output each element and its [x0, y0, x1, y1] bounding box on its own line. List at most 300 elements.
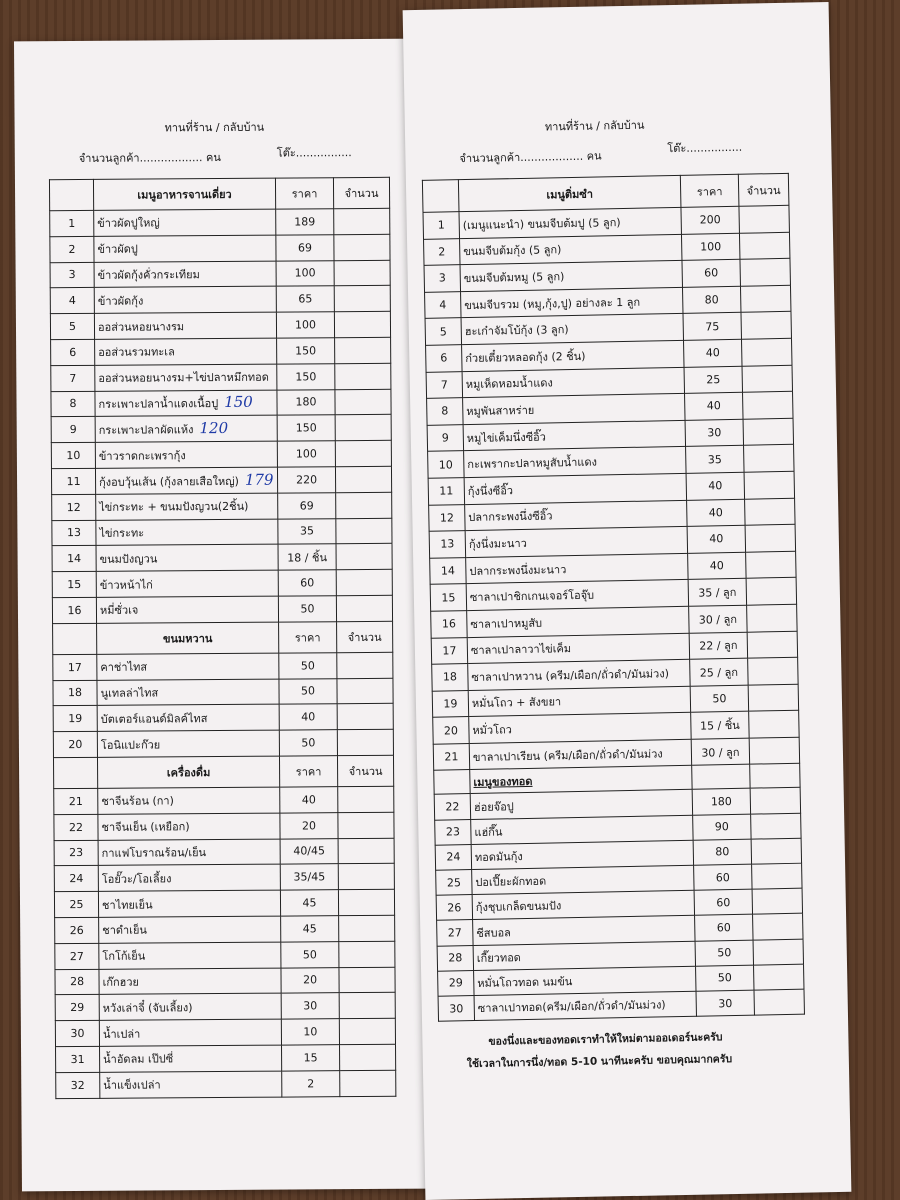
item-number: 1 [50, 210, 94, 236]
menu-item-row [54, 864, 394, 892]
quantity-cell [746, 578, 797, 606]
item-name-text: ขนมจีบต้มกุ้ง (5 ลูก) [463, 243, 562, 259]
item-price: 60 [694, 889, 752, 915]
item-number: 1 [423, 212, 460, 239]
item-number: 11 [428, 478, 465, 505]
item-price: 100 [276, 260, 334, 286]
item-number: 27 [437, 920, 473, 946]
item-name-text: (เมนูแนะนำ) ขนมจีบต้มปู (5 ลูก) [462, 215, 621, 232]
item-name-text: ก๋วยเตี๋ยวหลอดกุ้ง (2 ชิ้น) [465, 349, 586, 365]
item-price: 45 [281, 916, 339, 942]
item-name [465, 500, 687, 531]
item-number: 30 [55, 1020, 99, 1046]
item-number: 5 [425, 318, 462, 345]
quantity-cell [739, 205, 790, 233]
item-name [94, 261, 276, 288]
section-header-row [53, 755, 393, 788]
item-name-text: เก๊กฮวย [102, 975, 140, 989]
quantity-cell [748, 684, 799, 712]
item-number: 20 [53, 732, 97, 758]
item-number: 28 [437, 945, 473, 971]
quantity-cell [745, 498, 796, 526]
quantity-cell [742, 365, 793, 393]
item-number: 23 [435, 819, 471, 845]
item-price: 100 [276, 312, 334, 338]
item-number: 7 [426, 371, 463, 398]
item-price: 189 [276, 209, 334, 235]
item-name [98, 813, 280, 840]
item-name-text: น้ำเปล่า [102, 1027, 141, 1041]
item-price: 40 [684, 339, 742, 367]
item-name-text: กาแฟโบราณร้อน/เย็น [101, 846, 207, 860]
item-price: 60 [682, 259, 740, 287]
item-name [466, 580, 688, 611]
menu-item-row [52, 569, 392, 597]
item-name [95, 364, 277, 391]
item-name [96, 493, 278, 520]
item-name-text: หมี่ซั่วเจ [99, 603, 139, 618]
item-name-text: น้ำแข็งเปล่า [103, 1078, 161, 1092]
handwritten-price-note: 120 [199, 419, 229, 438]
item-name-text: กะเพรากะปลาหมูสับน้ำแดง [467, 455, 598, 472]
item-price: 40 [687, 525, 745, 553]
item-price: 20 [281, 967, 339, 993]
item-number: 8 [51, 391, 95, 417]
item-name-text: หมูเห็ดหอมน้ำแดง [465, 376, 554, 392]
quantity-cell [750, 788, 800, 814]
quantity-header: จำนวน [333, 177, 389, 208]
item-price: 40/45 [280, 838, 338, 864]
item-price: 60 [278, 570, 336, 596]
item-number: 4 [425, 291, 462, 318]
quantity-cell [752, 888, 802, 914]
item-name-text: โกโก้เย็น [102, 949, 146, 963]
quantity-cell [338, 786, 394, 812]
item-name [463, 420, 685, 451]
item-name-text: ซาลาเปาลาวาไข่เค็ม [470, 642, 572, 658]
item-number: 24 [435, 844, 471, 870]
quantity-cell [744, 445, 795, 473]
quantity-cell [740, 258, 791, 286]
item-price: 15 / ชิ้น [691, 711, 749, 739]
item-number: 6 [51, 339, 95, 365]
menu-item-row [53, 729, 393, 757]
item-name-text: ซาลาเปาหวาน (ครีม/เผือก/ถั่วดำ/มันม่วง) [471, 667, 670, 684]
fried-section-title: เมนูของทอด [470, 766, 692, 794]
menu-item-row [52, 595, 392, 623]
item-price: 18 / ชิ้น [278, 544, 336, 570]
menu-item-row [50, 286, 390, 314]
price-header: ราคา [275, 178, 333, 209]
quantity-cell [743, 391, 794, 419]
item-price: 40 [686, 472, 744, 500]
item-name [99, 916, 281, 943]
item-name [98, 864, 280, 891]
item-price: 60 [695, 915, 753, 941]
quantity-cell [743, 418, 794, 446]
item-name-text: กุ้งนึ่งซีอิ๊ว [467, 483, 514, 498]
quantity-cell [335, 389, 391, 415]
item-number: 7 [51, 365, 95, 391]
item-number: 29 [438, 970, 474, 996]
item-price: 30 / ลูก [691, 738, 749, 766]
quantity-cell [336, 518, 392, 544]
item-price: 45 [280, 890, 338, 916]
item-price: 80 [693, 839, 751, 865]
quantity-cell [340, 1070, 396, 1096]
item-name [95, 441, 277, 468]
item-number: 19 [53, 706, 97, 732]
quantity-cell [337, 729, 393, 755]
item-price: 30 [281, 993, 339, 1019]
item-number: 25 [54, 891, 98, 917]
quantity-cell [746, 551, 797, 579]
item-name-text: ทอดมันกุ้ง [474, 849, 523, 864]
item-price: 40 [688, 552, 746, 580]
quantity-cell [739, 232, 790, 260]
item-name-text: ขนมจีบต้มหมู (5 ลูก) [463, 270, 565, 286]
item-number: 26 [436, 895, 472, 921]
quantity-cell [337, 704, 393, 730]
order-type-label: ทานที่ร้าน / กลับบ้าน [544, 118, 645, 134]
customer-count-label: จำนวนลูกค้า.................. คน [459, 149, 602, 166]
quantity-cell [338, 889, 394, 915]
item-name-text: ชาดำเย็น [102, 923, 147, 938]
quantity-cell [339, 967, 395, 993]
item-name-text: ฮ่อยจ๊อปู [473, 799, 514, 814]
section-header-row [49, 177, 389, 210]
menu-item-row [50, 208, 390, 236]
item-name-text: โอนิแปะก๊วย [100, 737, 161, 752]
item-price: 35/45 [280, 864, 338, 890]
item-number: 24 [54, 866, 98, 892]
quantity-cell [741, 312, 792, 340]
item-price: 35 [686, 446, 744, 474]
item-price: 150 [277, 415, 335, 441]
item-name [99, 968, 281, 995]
item-name [95, 390, 277, 417]
item-price: 10 [281, 1019, 339, 1045]
menu-item-row [51, 389, 391, 417]
item-name-text: ซาลาเปาชิกเกนเจอร์โอจุ๊บ [469, 588, 595, 605]
item-price: 50 [281, 941, 339, 967]
quantity-cell [334, 234, 390, 260]
item-name-text: ชาไทยเย็น [101, 898, 153, 912]
item-number: 15 [430, 584, 467, 611]
quantity-cell [750, 764, 800, 789]
item-number: 3 [424, 265, 461, 292]
item-name [94, 312, 276, 339]
quantity-cell [752, 863, 802, 889]
item-number: 18 [432, 664, 469, 691]
item-number: 26 [55, 917, 99, 943]
item-number: 2 [424, 238, 461, 265]
menu-item-row [50, 234, 390, 262]
quantity-cell [334, 286, 390, 312]
item-number: 25 [436, 870, 472, 896]
quantity-cell [740, 285, 791, 313]
item-name-text: ซาลาเปาหมูสับ [470, 616, 543, 631]
footer-note-2: ใช้เวลาในการนึ่ง/ทอด 5-10 นาทีนะครับ ขอบคุณมากครับ [466, 1053, 733, 1071]
menu-item-row [53, 678, 393, 706]
item-price: 180 [692, 789, 750, 815]
menu-item-row [55, 967, 395, 995]
item-number: 16 [52, 597, 96, 623]
item-name [97, 704, 279, 731]
item-name-text: ชาจีนร้อน (กา) [101, 794, 174, 809]
quantity-cell [335, 440, 391, 466]
item-name-text: กุ้งนึ่งมะนาว [468, 536, 527, 551]
menu-item-row [52, 544, 392, 572]
item-number: 12 [429, 504, 466, 531]
item-name-text: ออส่วนรวมทะเล [98, 345, 175, 360]
item-price: 50 [279, 678, 337, 704]
item-name-text: ปอเปี๊ยะผักทอด [475, 874, 547, 890]
item-number: 2 [50, 236, 94, 262]
item-number: 9 [427, 424, 464, 451]
quantity-cell [747, 631, 798, 659]
price-cell [692, 765, 750, 790]
section-title: เมนูติ่มซำ [458, 175, 681, 211]
item-price: 40 [280, 787, 338, 813]
item-price: 69 [278, 492, 336, 518]
item-name-text: กระเพาะปลาน้ำแดงเนื้อปู [98, 397, 219, 412]
item-name-text: ข้าวหน้าไก่ [99, 578, 153, 592]
item-name-text: น้ำอัดลม เป๊ปซี่ [103, 1052, 174, 1067]
item-name-text: ชีสบอล [476, 925, 511, 940]
item-name-text: ข้าวราดกะเพรากุ้ง [98, 448, 186, 463]
quantity-cell [335, 363, 391, 389]
item-price: 40 [279, 704, 337, 730]
menu-item-row [50, 311, 390, 339]
item-number: 4 [50, 288, 94, 314]
item-name-text: หมั่วโถว [472, 723, 513, 738]
quantity-cell [337, 652, 393, 678]
left-menu-table [49, 177, 396, 1099]
menu-item-row [53, 704, 393, 732]
order-type-label: ทานที่ร้าน / กลับบ้าน [164, 120, 265, 135]
item-name-text: ออส่วนหอยนางรม [97, 319, 185, 334]
menu-item-row [54, 786, 394, 814]
section-header-row [53, 621, 393, 654]
item-name-text: หวังเล่าจี๋ (จับเลี้ยง) [102, 1000, 193, 1015]
item-number: 8 [427, 398, 464, 425]
item-price: 80 [682, 286, 740, 314]
item-name [474, 991, 696, 1020]
quantity-cell [336, 492, 392, 518]
item-price: 50 [695, 940, 753, 966]
quantity-cell [745, 524, 796, 552]
item-number: 21 [433, 743, 470, 770]
quantity-cell [338, 838, 394, 864]
quantity-cell [339, 993, 395, 1019]
item-price: 40 [685, 392, 743, 420]
item-name [96, 570, 278, 597]
item-number: 17 [53, 654, 97, 680]
menu-item-row [51, 440, 391, 468]
quantity-header: จำนวน [337, 621, 393, 652]
item-name-text: บัตเตอร์แอนด์มิลค์ไทส [100, 711, 208, 726]
item-number: 23 [54, 840, 98, 866]
item-name-text: ปลากระพงนึ่งมะนาว [469, 562, 567, 578]
item-price: 100 [681, 233, 739, 261]
item-number: 31 [56, 1046, 100, 1072]
item-number: 22 [434, 794, 470, 820]
quantity-cell [338, 864, 394, 890]
menu-item-row [51, 466, 391, 494]
item-name [95, 338, 277, 365]
number-cell [434, 770, 470, 795]
item-number: 16 [431, 610, 468, 637]
price-header: ราคา [680, 174, 739, 207]
item-price: 65 [276, 286, 334, 312]
item-name-text: ปลากระพงนึ่งซีอิ๊ว [468, 509, 553, 525]
item-price: 25 / ลูก [690, 658, 748, 686]
item-number: 30 [438, 995, 474, 1021]
item-name-text: แฮ่กึ๊น [474, 825, 503, 839]
item-number: 22 [54, 814, 98, 840]
item-price: 30 [696, 990, 754, 1016]
item-number: 20 [433, 717, 470, 744]
item-name-text: หมั่นโถวทอด นมข้น [477, 974, 573, 990]
item-name-text: นูเทลล่าไทส [100, 686, 159, 700]
item-name [98, 890, 280, 917]
quantity-cell [749, 711, 800, 739]
item-price: 180 [277, 389, 335, 415]
item-number: 6 [426, 345, 463, 372]
menu-item-row [56, 1044, 396, 1072]
item-number: 18 [53, 680, 97, 706]
item-name [96, 519, 278, 546]
item-name [100, 1045, 282, 1072]
customer-count-label: จำนวนลูกค้า.................. คน [78, 150, 221, 165]
quantity-cell [337, 678, 393, 704]
item-price: 200 [681, 206, 739, 234]
price-header: ราคา [279, 756, 337, 787]
quantity-cell [753, 914, 803, 940]
item-price: 150 [277, 363, 335, 389]
menu-item-row [51, 337, 391, 365]
number-header [53, 757, 97, 788]
handwritten-price-note: 150 [224, 393, 253, 412]
item-price: 50 [278, 596, 336, 622]
item-number: 21 [54, 788, 98, 814]
number-header [53, 623, 97, 654]
item-name-text: โอยั๊วะ/โอเลี้ยง [101, 872, 172, 886]
handwritten-price-note: 179 [244, 470, 274, 489]
section-title: ขนมหวาน [97, 622, 279, 654]
quantity-cell [335, 337, 391, 363]
table-number-label: โต๊ะ................ [276, 146, 352, 160]
item-name [99, 942, 281, 969]
item-name [98, 787, 280, 814]
quantity-cell [741, 338, 792, 366]
item-name-text: ข้าวผัดปู [97, 242, 138, 257]
quantity-cell [334, 311, 390, 337]
item-price: 22 / ลูก [689, 632, 747, 660]
quantity-cell [334, 260, 390, 286]
quantity-cell [340, 1044, 396, 1070]
menu-item-row [54, 889, 394, 917]
item-name [97, 730, 279, 757]
right-menu-sheet [403, 2, 852, 1200]
item-name-text: ขนมปังญวน [99, 552, 158, 566]
quantity-cell [339, 915, 395, 941]
item-name-text: เกี๊ยวทอด [476, 950, 521, 965]
menu-item-row [55, 993, 395, 1021]
item-name [99, 1019, 281, 1046]
item-name-text: ข้าวผัดกุ้งคั่วกระเทียม [97, 268, 200, 282]
quantity-cell [744, 471, 795, 499]
quantity-cell [334, 208, 390, 234]
item-name-text: ไข่กระทะ + ขนมปังญวน(2ชิ้น) [99, 499, 249, 515]
quantity-cell [751, 838, 801, 864]
section-title: เครื่องดื่ม [97, 756, 279, 788]
item-number: 3 [50, 262, 94, 288]
quantity-cell [339, 941, 395, 967]
quantity-cell [753, 939, 803, 965]
quantity-header: จำนวน [337, 755, 393, 786]
item-price: 35 / ลูก [688, 579, 746, 607]
item-price: 30 [685, 419, 743, 447]
item-price: 75 [683, 313, 741, 341]
item-number: 29 [55, 995, 99, 1021]
item-number: 14 [430, 557, 467, 584]
item-name-text: ข้าวผัดปูใหญ่ [97, 216, 160, 231]
item-price: 50 [690, 685, 748, 713]
quantity-cell [339, 1018, 395, 1044]
item-number: 13 [429, 531, 466, 558]
item-name [95, 415, 277, 442]
item-name [96, 596, 278, 623]
menu-item-row [52, 492, 392, 520]
item-name-text: ซาลาเปาทอด(ครีม/เผือก/ถั่วดำ/มันม่วง) [477, 998, 666, 1016]
item-name-text: กระเพาะปลาผัดแห้ง [98, 423, 194, 438]
quantity-cell [336, 595, 392, 621]
item-price: 30 / ลูก [689, 605, 747, 633]
item-name-text: ขนมจีบรวม (หมู,กุ้ง,ปู) อย่างละ 1 ลูก [464, 295, 641, 312]
item-number: 11 [51, 468, 95, 494]
item-name-text: กุ้งอบวุ้นเส้น (กุ้งลายเสือใหญ่) [99, 474, 239, 489]
item-name [94, 209, 276, 236]
price-header: ราคา [279, 621, 337, 652]
menu-item-row [55, 1018, 395, 1046]
quantity-cell [748, 657, 799, 685]
item-number: 12 [52, 494, 96, 520]
item-price: 25 [684, 366, 742, 394]
item-name [98, 839, 280, 866]
item-number: 19 [432, 690, 469, 717]
item-number: 10 [51, 443, 95, 469]
item-name-text: ฮะเก๋าจัมโบ้กุ้ง (3 ลูก) [464, 323, 569, 339]
item-price: 90 [693, 814, 751, 840]
menu-item-row [54, 838, 394, 866]
item-price: 50 [279, 730, 337, 756]
item-number: 17 [431, 637, 468, 664]
number-header [49, 179, 93, 210]
item-name-text: ชาจีนเย็น (เหยือก) [101, 820, 190, 834]
item-number: 27 [55, 943, 99, 969]
menu-item-row [54, 812, 394, 840]
menu-item-row [50, 260, 390, 288]
item-name [94, 286, 276, 313]
right-menu-table [422, 173, 805, 1022]
quantity-cell [338, 812, 394, 838]
item-name [95, 467, 277, 494]
section-title: เมนูอาหารจานเดี่ยว [93, 178, 275, 210]
quantity-cell [336, 544, 392, 570]
quantity-header: จำนวน [738, 173, 789, 206]
